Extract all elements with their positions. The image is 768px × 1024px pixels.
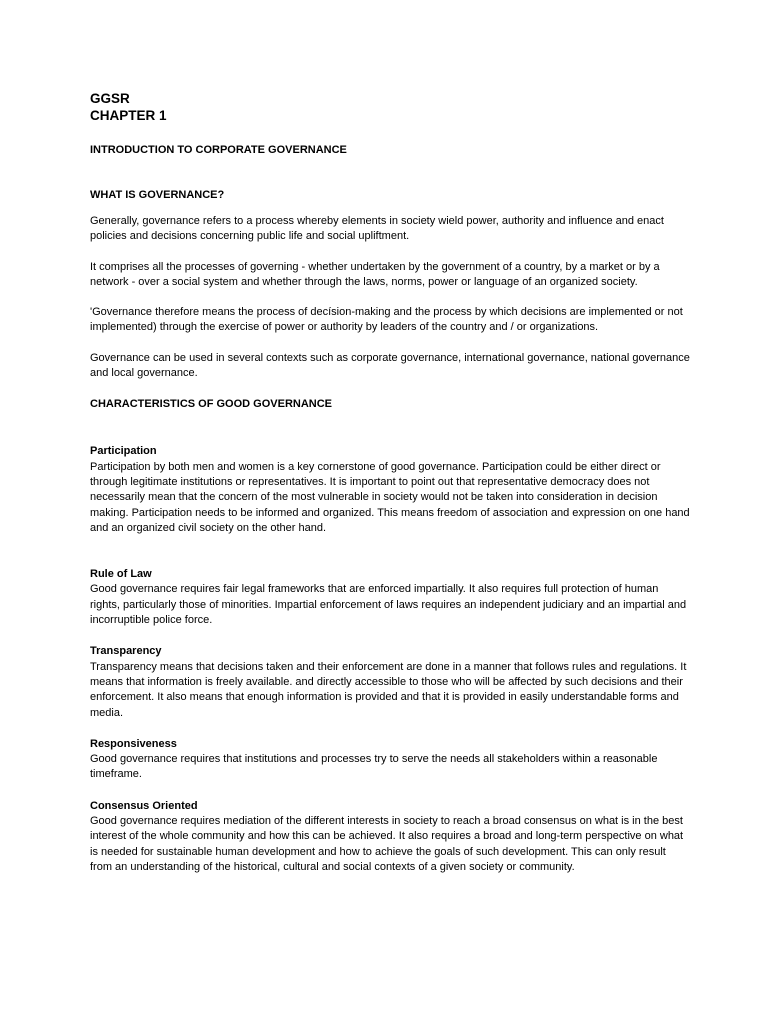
characteristic-text: Good governance requires fair legal frameworks that are enforced impartially. It also requires full protection of human rights, particularly those of minorities. Impartial enforcement of laws requires an independent judiciary and an impartial and incorruptible police force.: [90, 583, 687, 627]
what-is-governance-heading: WHAT IS GOVERNANCE?: [90, 189, 225, 201]
paragraph: 'Governance therefore means the process of decísion-making and the process by which decisions are implemented or not implemented) through the exercise of power or authority by leaders of the country and / or organizations.: [90, 306, 683, 334]
characteristic-item-transparency: [90, 644, 690, 720]
characteristics-heading: CHARACTERISTICS OF GOOD GOVERNANCE: [90, 398, 333, 411]
characteristic-item-rule-of-law: [90, 567, 690, 628]
characteristic-title: Consensus Oriented: [90, 799, 198, 812]
characteristic-item-consensus-oriented: [90, 799, 690, 875]
characteristic-title: Participation: [90, 445, 157, 458]
characteristic-item-participation: [90, 444, 690, 536]
intro-heading: INTRODUCTION TO CORPORATE GOVERNANCE: [90, 144, 347, 156]
characteristic-title: Transparency: [90, 645, 162, 658]
characteristic-title: Rule of Law: [90, 568, 152, 581]
characteristic-title: Responsiveness: [90, 737, 177, 750]
characteristic-text: Transparency means that decisions taken and their enforcement are done in a manner that follows rules and regulations. It means that information is freely available. and directly accessible to those who will be affected by such decisions and their enforcement. It also means that enough information is provided and that it is provided in easily understandable forms and media.: [90, 660, 687, 719]
paragraph: Generally, governance refers to a process whereby elements in society wield power, authority and influence and enact policies and decisions concerning public life and social upliftment.: [90, 215, 664, 243]
characteristic-text: Good governance requires that institutions and processes try to serve the needs all stakeholders within a reasonable timeframe.: [90, 753, 658, 781]
document-header: [90, 90, 690, 124]
characteristic-item-responsiveness: [90, 737, 690, 783]
course-code: GGSR: [90, 91, 130, 106]
paragraph: It comprises all the processes of governing - whether undertaken by the government of a country, by a market or by a network - over a social system and whether through the laws, norms, power or language of an organized society.: [90, 260, 660, 288]
characteristic-text: Participation by both men and women is a key cornerstone of good governance. Participation could be either direct or through legitimate institutions or representatives. It is important to point out that representative democracy does not necessarily mean that the concern of the most vulnerable in society would not be taken into consideration in decision making. Participation needs to be informed and organized. This means freedom of association and expression on one hand and an organized civil society on the other hand.: [90, 460, 690, 534]
paragraph: Governance can be used in several contexts such as corporate governance, international governance, national governance and local governance.: [90, 351, 690, 380]
document-page: [90, 90, 690, 875]
chapter-label: CHAPTER 1: [90, 108, 167, 123]
characteristic-text: Good governance requires mediation of the different interests in society to reach a broad consensus on what is in the best interest of the whole community and how this can be achieved. It also requires a broad and long-term perspective on what is needed for sustainable human development and how to achieve the goals of such development. This can only result from an understanding of the historical, cultural and social contexts of a given society or community.: [90, 815, 684, 873]
